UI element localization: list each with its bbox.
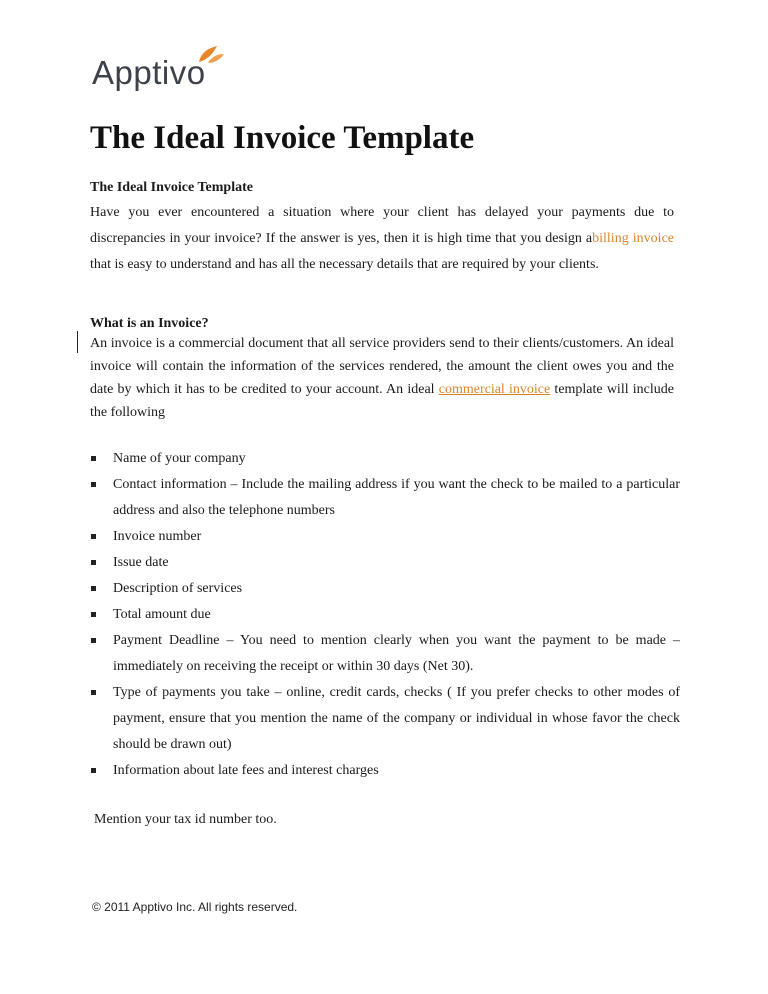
list-item: Total amount due [90,602,680,628]
intro-text: Have you ever encountered a situation where your client has delayed your payments due to discrepancies in your invoice? If the answer is yes, then it is high time that you design a [90,205,674,246]
bullet-icon [91,586,96,591]
subtitle: The Ideal Invoice Template [90,180,253,195]
list-item: Information about late fees and interest charges [90,758,680,784]
section-text-end: template will include the following [90,382,674,420]
requirements-list [90,446,680,784]
text-cursor [77,331,78,353]
bullet-icon [91,456,96,461]
bullet-icon [91,768,96,773]
list-item: Issue date [90,550,680,576]
list-item: Invoice number [90,524,680,550]
list-item: Name of your company [90,446,680,472]
closing-note: Mention your tax id number too. [94,812,277,827]
list-item: Payment Deadline – You need to mention clearly when you want the payment to be made – immediately on receiving the receipt or within 30 days (Net 30). [90,628,680,680]
section-text-2: send to their clients/customers. An ideal invoice will contain the information of the services rendered, the amount the client owes you and the date by which it has to be credited to your account. An ideal [90,336,675,397]
billing-invoice-link[interactable]: billing invoice [592,231,674,246]
apptivo-logo [92,42,252,96]
list-item: Type of payments you take – online, credit cards, checks ( If you prefer checks to other modes of payment, ensure that you mention the name of the company or individual in whose favor the check should be drawn out) [90,680,680,758]
intro-text-end: that is easy to understand and has all the necessary details that are required by your clients. [90,257,599,272]
bullet-icon [91,690,96,695]
commercial-invoice-link[interactable]: commercial invoice [438,382,551,397]
bullet-icon [91,612,96,617]
bullet-icon [91,482,96,487]
logo-text: Apptivo [92,54,206,91]
bullet-icon [91,638,96,643]
page-title: The Ideal Invoice Template [90,120,475,156]
list-item: Contact information – Include the mailing address if you want the check to be mailed to a particular address and also the telephone numbers [90,472,680,524]
section-text-1: An invoice is a commercial document that all service providers [90,336,446,351]
copyright-footer: © 2011 Apptivo Inc. All rights reserved. [92,900,298,914]
section-heading: What is an Invoice? [90,316,209,331]
section-paragraph [90,332,674,424]
intro-paragraph [90,200,674,278]
list-item: Description of services [90,576,680,602]
bullet-icon [91,560,96,565]
bullet-icon [91,534,96,539]
